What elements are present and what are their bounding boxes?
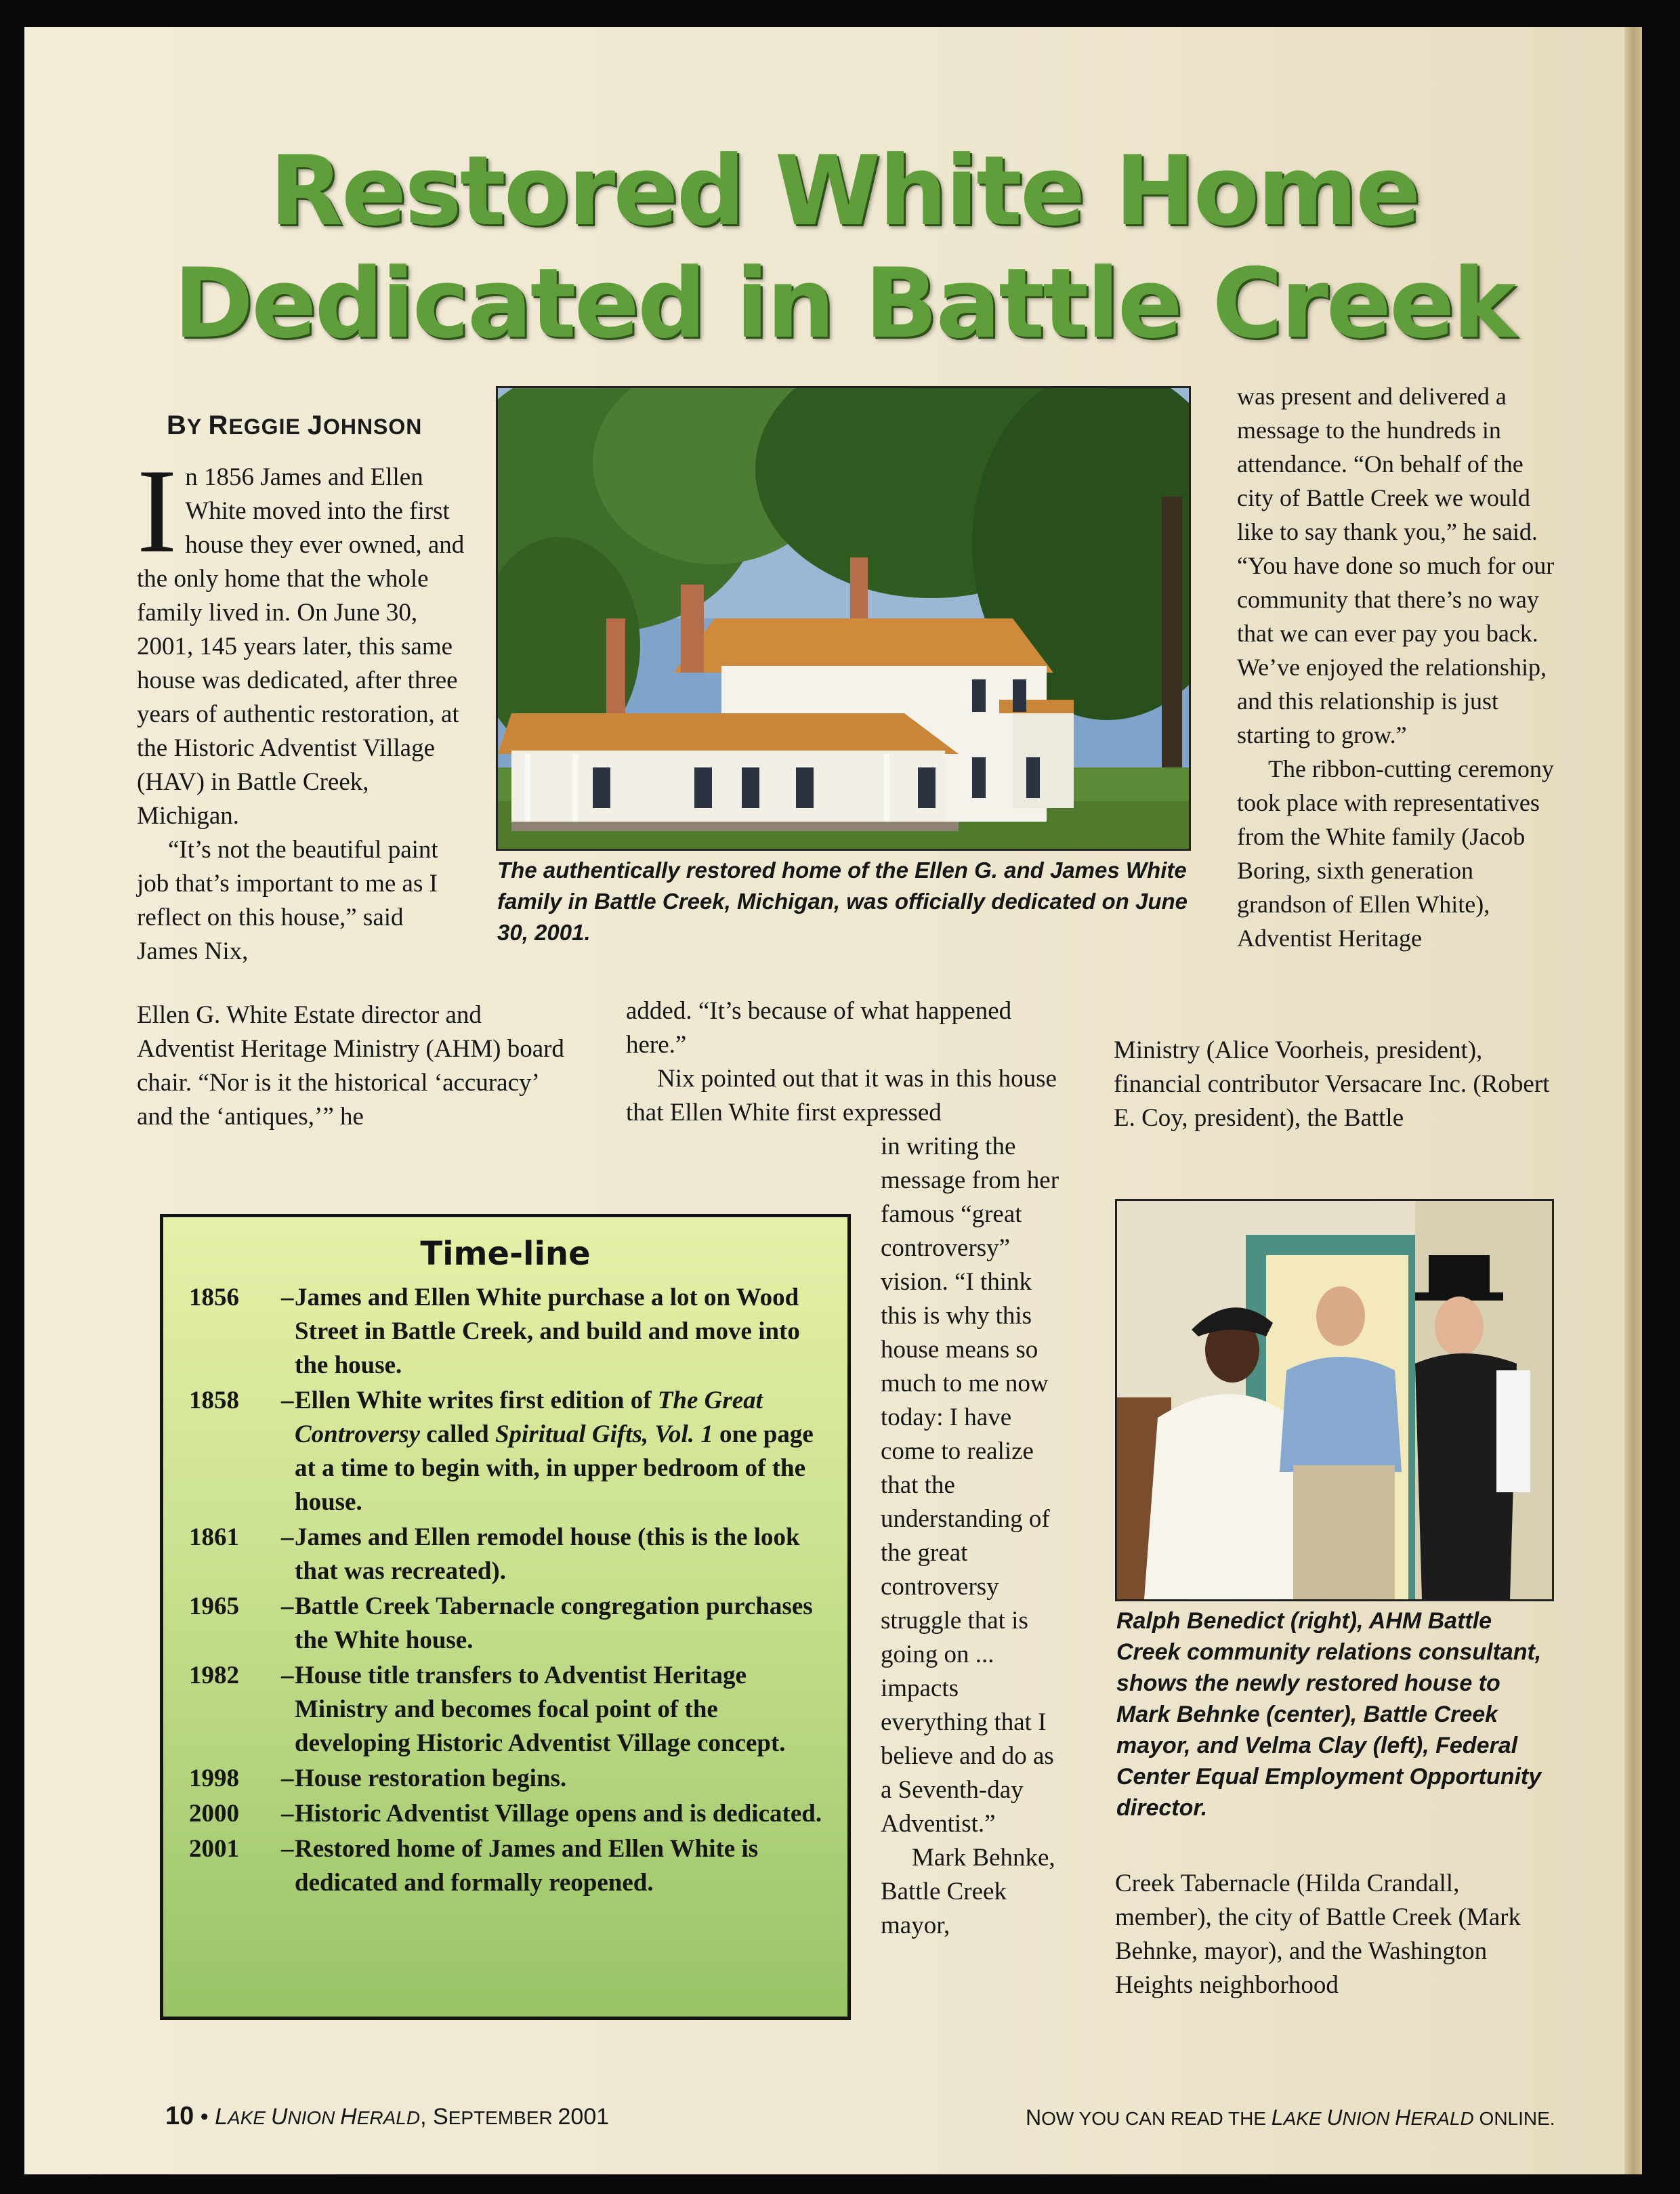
byline-eggie: EGGIE xyxy=(228,415,308,439)
house-illustration xyxy=(498,388,1189,849)
article-title xyxy=(24,135,1664,360)
col3-lower xyxy=(1115,1867,1555,2002)
online-ow: OW YOU CAN READ THE xyxy=(1041,2108,1272,2129)
timeline-entry: 1856 – James and Ellen White purchase a lot on Wood Street in Battle Creek, and build and move into the house. xyxy=(163,1281,847,1383)
house-photo-caption: The authentically restored home of the Ellen G. and James White family in Battle Creek, Michigan, was officially dedicated on June 30, 2001. xyxy=(497,858,1188,945)
book-title: The Great Controversy xyxy=(295,1387,763,1448)
timeline-entry: 1965 – Battle Creek Tabernacle congregation purchases the White house. xyxy=(163,1590,847,1658)
col1-para2a: “It’s not the beautiful paint job that’s important to me as I reflect on this house,” said James Nix, xyxy=(137,836,438,965)
people-illustration xyxy=(1117,1201,1552,1599)
online-u: U xyxy=(1326,2105,1343,2130)
page-number: 10 xyxy=(165,2102,194,2130)
online-n: N xyxy=(1026,2105,1042,2130)
col3-para2b: Ministry (Alice Voorheis, president), financial contributor Versacare Inc. (Robert E. Coy, president), the Battle xyxy=(1114,1036,1550,1132)
timeline-box xyxy=(160,1214,851,2020)
footer-folio xyxy=(165,2102,609,2131)
footer-online-note xyxy=(1026,2105,1555,2130)
timeline-year: 1982 xyxy=(189,1662,239,1689)
title-line-1: Restored White Home xyxy=(269,135,1419,247)
col3-para2a: The ribbon-cutting ceremony took place with representatives from the White family (Jacob Boring, sixth generation grandson of Ellen White), Adventist Heritage xyxy=(1237,755,1554,952)
title-line-2: Dedicated in Battle Creek xyxy=(173,248,1515,360)
timeline-year: 1856 xyxy=(189,1284,239,1311)
online-l: L xyxy=(1271,2105,1284,2130)
timeline-entry: 1982 – House title transfers to Adventist Heritage Ministry and becomes focal point of the developing Historic Adventist Village concept. xyxy=(163,1659,847,1760)
col1-lower xyxy=(137,998,570,1134)
pub-ake: AKE xyxy=(228,2107,271,2128)
col1-upper xyxy=(137,444,469,969)
byline-j: J xyxy=(307,410,323,440)
timeline-year: 1998 xyxy=(189,1765,239,1792)
byline-y: Y xyxy=(186,415,209,439)
col3-mid xyxy=(1114,1034,1554,1135)
people-photo xyxy=(1115,1199,1554,1601)
timeline-year: 2001 xyxy=(189,1835,239,1863)
timeline-text: Battle Creek Tabernacle congregation purchases the White house. xyxy=(295,1592,813,1654)
pub-s: S xyxy=(433,2104,448,2130)
timeline-text-pre: Ellen White writes first edition of xyxy=(295,1387,658,1414)
col1-para1: n 1856 James and Ellen White moved into the first house they ever owned, and the only home that the whole family lived in. On June 30, 2001, 145 years later, this same house was dedicated, after three years of authentic restoration, at the Historic Adventist Village (HAV) in Battle Creek, Michigan. xyxy=(137,463,465,830)
timeline-text: House title transfers to Adventist Heritage Ministry and becomes focal point of the developing Historic Adventist Village concept. xyxy=(295,1662,786,1757)
pub-nion: NION xyxy=(287,2107,341,2128)
pub-h: H xyxy=(340,2104,357,2130)
timeline-entry: 2000 – Historic Adventist Village opens and is dedicated. xyxy=(163,1797,847,1831)
timeline-text-post: one page at a time to begin with, in upper bedroom of the house. xyxy=(295,1420,814,1516)
timeline-text: Historic Adventist Village opens and is dedicated. xyxy=(295,1800,822,1828)
timeline-year: 1861 xyxy=(189,1523,239,1551)
pub-year: 2001 xyxy=(558,2104,610,2130)
timeline-year: 2000 xyxy=(189,1800,239,1828)
online-nion: NION xyxy=(1342,2108,1395,2129)
col2-para3: Mark Behnke, Battle Creek mayor, xyxy=(881,1844,1055,1939)
byline-r: R xyxy=(208,410,229,440)
timeline-text-mid: called xyxy=(420,1420,495,1448)
timeline-text: James and Ellen remodel house (this is the look that was recreated). xyxy=(295,1523,800,1585)
col2-para2b: in writing the message from her famous “great controversy” vision. “I think this is why this house means so much to me now today: I have come to realize that the understanding of the great controversy struggle that is going on ... impacts everything that I believe and do as a Seventh-day Adventist.” xyxy=(881,1133,1059,1838)
timeline-heading: Time-line xyxy=(420,1235,591,1273)
col2-upper xyxy=(626,994,1059,1130)
timeline-entry: 1858 – Ellen White writes first edition of The Great Controversy called Spiritual Gifts, Vol. 1 one page at a time to begin with, in upper bedroom of the house. xyxy=(163,1384,847,1519)
pub-eptember: EPTEMBER xyxy=(448,2107,558,2128)
timeline-text: House restoration begins. xyxy=(295,1765,567,1792)
book-title: Spiritual Gifts, Vol. 1 xyxy=(495,1420,713,1448)
col2-para2a: Nix pointed out that it was in this house that Ellen White first expressed xyxy=(626,1065,1057,1126)
timeline-year: 1858 xyxy=(189,1387,239,1414)
timeline-text: Restored home of James and Ellen White is dedicated and formally reopened. xyxy=(295,1835,759,1897)
byline-ohnson: OHNSON xyxy=(322,415,423,439)
online-online: ONLINE. xyxy=(1473,2108,1555,2129)
timeline-entry: 1998 – House restoration begins. xyxy=(163,1762,847,1796)
people-photo-caption: Ralph Benedict (right), AHM Battle Creek community relations consultant, shows the newly restored house to Mark Behnke (center), Battle Creek mayor, and Velma Clay (left), Federal Center Equal Employment Opportunity director. xyxy=(1116,1608,1542,1821)
col2-lower xyxy=(881,1130,1064,1943)
timeline-entry: 2001 – Restored home of James and Ellen White is dedicated and formally reopened. xyxy=(163,1832,847,1900)
timeline-year: 1965 xyxy=(189,1592,239,1620)
col2-para1: added. “It’s because of what happened here.” xyxy=(626,997,1012,1059)
pub-erald: ERALD xyxy=(356,2107,421,2128)
online-h: H xyxy=(1395,2105,1411,2130)
col3-upper xyxy=(1237,379,1555,955)
drop-cap: I xyxy=(137,444,177,578)
house-photo xyxy=(496,386,1191,851)
online-erald: ERALD xyxy=(1410,2108,1474,2129)
timeline-text xyxy=(295,1384,827,1519)
col3-para1: was present and delivered a message to the hundreds in attendance. “On behalf of the city of Battle Creek we would like to say thank you,” he said. “You have done so much for our community that there’s no way that we can ever pay you back. We’ve enjoyed the relationship, and this relationship is just starting to grow.” xyxy=(1237,383,1555,748)
pub-l: L xyxy=(215,2104,228,2130)
pub-comma: , xyxy=(420,2104,434,2130)
col3-para3: Creek Tabernacle (Hilda Crandall, member), the city of Battle Creek (Mark Behnke, mayor), and the Washington Heights neighborhood xyxy=(1115,1870,1521,1999)
byline xyxy=(167,410,422,441)
pub-u: U xyxy=(270,2104,288,2130)
online-ake: AKE xyxy=(1283,2108,1327,2129)
col1-para2b: Ellen G. White Estate director and Adventist Heritage Ministry (AHM) board chair. “Nor is it the historical ‘accuracy’ and the ‘antiques,’” he xyxy=(137,1001,564,1131)
byline-b: B xyxy=(167,410,187,440)
timeline-text: James and Ellen White purchase a lot on Wood Street in Battle Creek, and build and move into the house. xyxy=(295,1284,800,1379)
footer-bullet: • xyxy=(200,2104,209,2130)
magazine-page xyxy=(24,27,1642,2174)
timeline-entry: 1861 – James and Ellen remodel house (this is the look that was recreated). xyxy=(163,1521,847,1588)
